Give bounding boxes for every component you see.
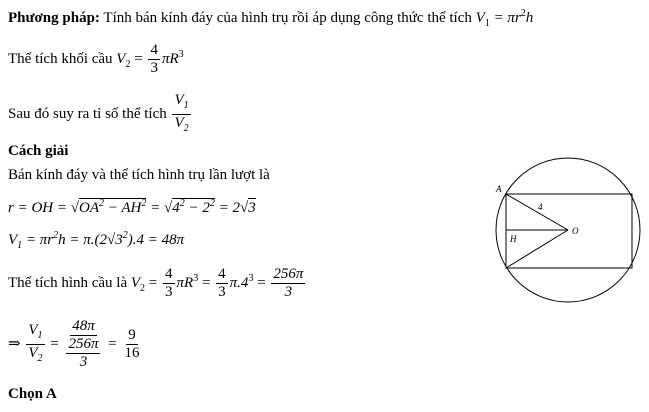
s-frac3: $\frac{256\pi}{3}$ xyxy=(273,266,304,300)
r-frac-v: $\frac{V_1}{V_2}$ xyxy=(28,322,43,364)
s-frac1: $\frac{4}{3}$ xyxy=(165,266,173,300)
sphere-fraction-num: 4 xyxy=(150,42,158,58)
ratio-intro-fraction xyxy=(172,92,190,137)
answer: Chọn A xyxy=(8,386,57,402)
method-line xyxy=(8,8,533,29)
radius-rad2: $4^2 - 2^2$ xyxy=(172,198,215,216)
sphere-fraction xyxy=(148,42,160,77)
sphere-v2-sub: 2 xyxy=(125,58,131,70)
solution-line1: Bán kính đáy và thể tích hình trụ lần lượt là xyxy=(8,167,270,183)
s-frac2: $\frac{4}{3}$ xyxy=(218,266,226,300)
ratio-intro-den: $V_2$ xyxy=(174,115,189,134)
sphere-fraction-den: 3 xyxy=(150,60,158,76)
sphere-solution-line: Thể tích hình cầu là $V_2$ = $\frac{4}{3}$ $\pi R^3$ = $\frac{4}{3}$ $\pi.4^3$ = $\frac{256\pi}{3}$ xyxy=(8,266,304,300)
v1-paren: (2√3 xyxy=(94,232,123,248)
label-o: O xyxy=(572,226,579,236)
method-label: Phương pháp: xyxy=(8,10,100,26)
method-text: Tính bán kính đáy của hình trụ rồi áp dụng công thức thể tích xyxy=(103,10,472,26)
sphere-volume-text: Thể tích khối cầu xyxy=(8,50,113,67)
solution-title: Cách giải xyxy=(8,143,69,159)
sphere-v2: V xyxy=(116,50,126,67)
geometry-figure xyxy=(490,150,645,310)
radius-line: r = OH = $√OA^2 - AH^2 = √4^2 - 2^2 = 2√3$ xyxy=(8,198,256,216)
formula-rhs: = πr xyxy=(493,10,521,26)
label-4: 4 xyxy=(538,202,543,212)
radius-rad3: 3 xyxy=(248,200,256,216)
label-h: H xyxy=(510,234,517,244)
arrow: ⇒ xyxy=(8,335,21,352)
ratio-intro-line xyxy=(8,92,193,137)
formula-v: V xyxy=(475,10,485,26)
formula-rhs-sup: 2 xyxy=(520,8,526,19)
sphere-tail-sup: 3 xyxy=(178,48,184,60)
sphere-volume-line xyxy=(8,42,184,77)
formula-h: h xyxy=(525,10,534,26)
r-frac-big: 48π 256π 3 xyxy=(68,318,99,370)
r-frac-result: $\frac{9}{16}$ xyxy=(124,327,140,361)
oa-segment xyxy=(506,194,568,230)
ratio-intro-num: $V_1$ xyxy=(172,92,190,115)
ratio-intro-text: Sau đó suy ra tỉ số thể tích xyxy=(8,105,167,122)
ratio-result-line: ⇒ $\frac{V_1}{V_2}$ = 48π 256π 3 = $\frac{9}{16}$ xyxy=(8,318,140,370)
formula-v-sub: 1 xyxy=(484,18,490,29)
label-a: A xyxy=(496,184,502,194)
sphere-eq: = xyxy=(134,50,143,67)
sphere-tail: πR xyxy=(161,50,179,67)
radius-rad1: $OA^2 - AH^2$ xyxy=(78,198,147,216)
v1-line: $V_1 = \pi r^2h = \pi.(2√3^2).4 = 48\pi$ xyxy=(8,230,185,251)
